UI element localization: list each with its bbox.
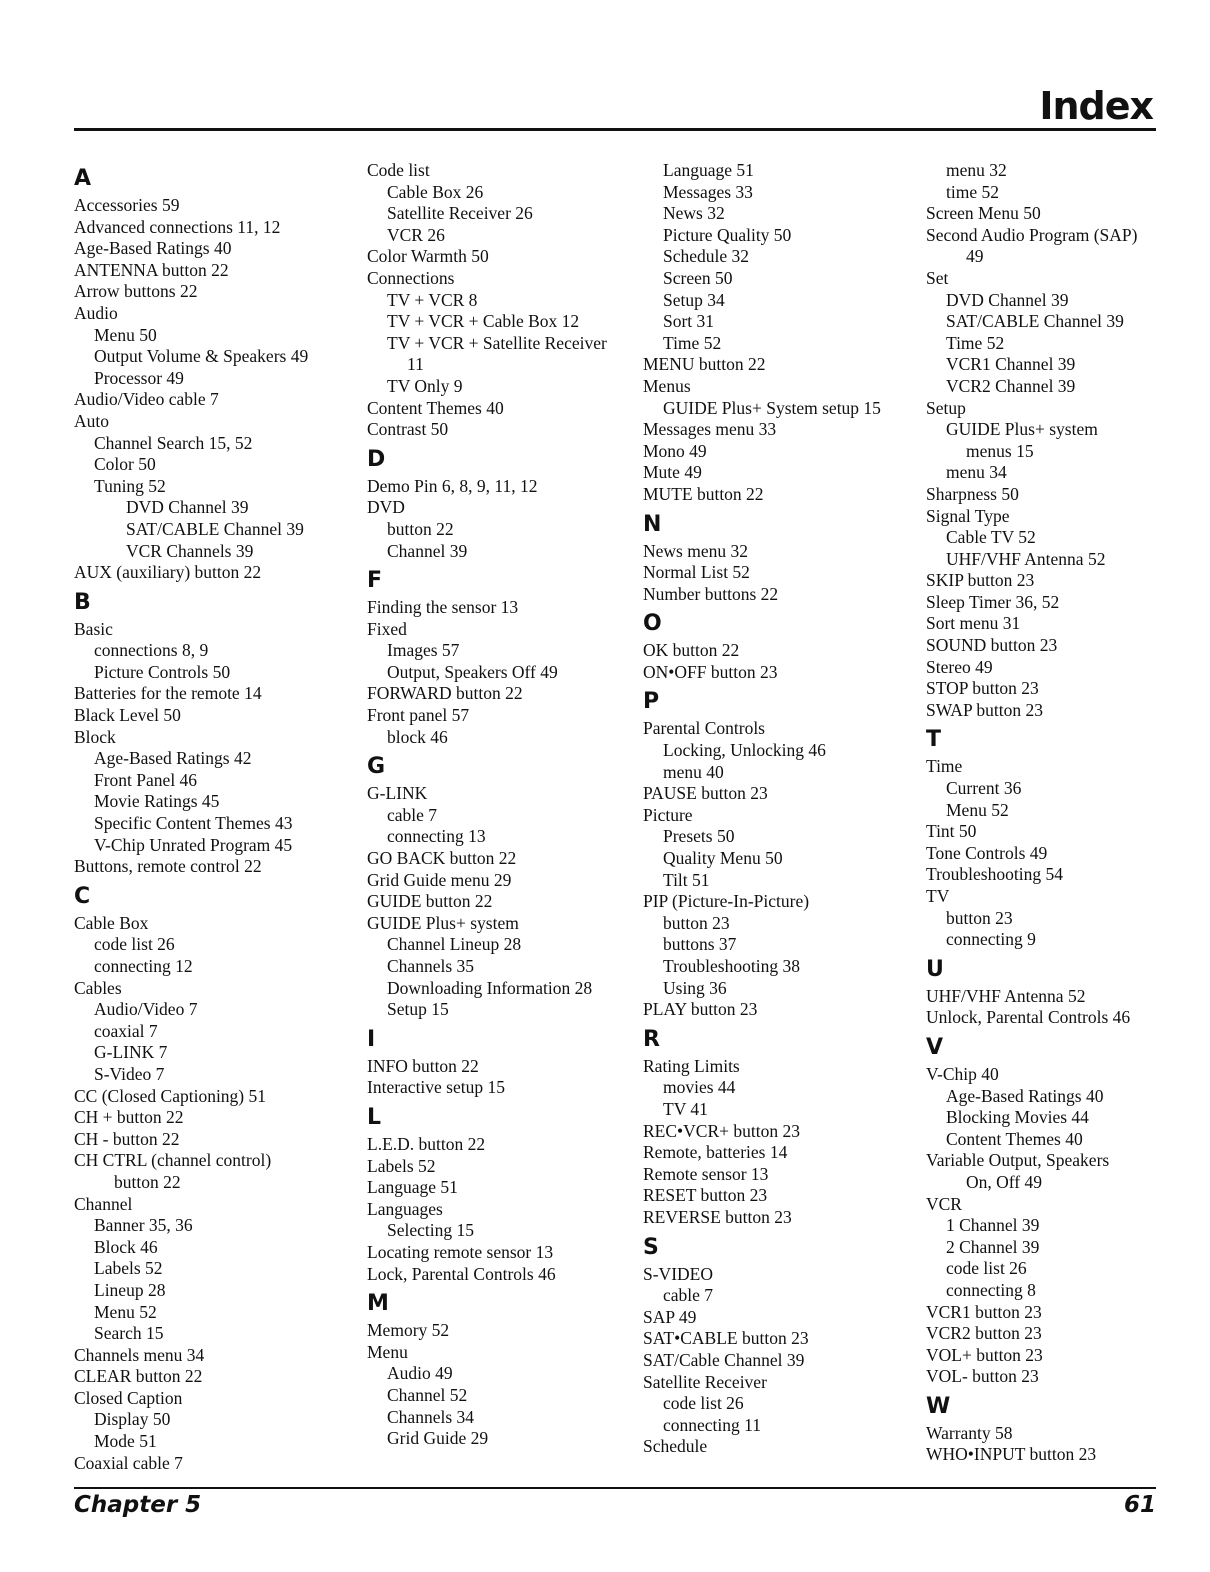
index-subentry: Channel 52 [387,1384,468,1405]
index-entry: ON•OFF button 23 [643,661,778,682]
index-column-2 [367,160,607,1450]
index-entry: Block [74,726,116,747]
footer-rule [74,1487,1156,1489]
index-subentry: cable 7 [663,1285,714,1306]
index-subentry: Troubleshooting 38 [663,956,800,976]
index-subentry: connecting 8 [946,1279,1036,1300]
index-entry: Sleep Timer 36, 52 [926,591,1060,612]
index-entry: MUTE button 22 [643,483,764,504]
index-subentry: Time 52 [946,332,1005,353]
index-entry: Closed Caption [74,1387,183,1408]
index-subentry: TV + VCR 8 [387,289,478,310]
index-entry: CH - button 22 [74,1128,180,1149]
index-subentry: Display 50 [94,1409,171,1430]
index-subentry: connecting 11 [663,1414,762,1435]
section-letter: R [643,1026,660,1052]
index-entry: CC (Closed Captioning) 51 [74,1085,267,1106]
index-entry: STOP button 23 [926,678,1039,699]
index-entry: Arrow buttons 22 [74,281,198,302]
index-entry: Sharpness 50 [926,483,1019,504]
index-subentry: Grid Guide 29 [387,1428,489,1449]
index-entry: Audio [74,302,118,323]
index-subentry: Search 15 [94,1323,164,1344]
index-entry: AUX (auxiliary) button 22 [74,562,262,583]
index-entry: GUIDE button 22 [367,891,493,912]
index-subentry: Satellite Receiver 26 [387,203,533,224]
index-entry: ANTENNA button 22 [74,259,229,280]
index-subentry: TV Only 9 [387,375,463,396]
index-entry: Languages [367,1198,443,1219]
index-entry: REC•VCR+ button 23 [643,1120,800,1141]
index-entry: Sort menu 31 [926,613,1021,634]
section-letter: P [643,689,660,715]
index-subentry: Locking, Unlocking 46 [663,740,826,761]
section-letter: B [74,589,91,615]
section-letter: U [926,956,944,982]
index-entry: Cable Box [74,912,149,933]
section-letter: S [643,1234,659,1260]
index-subentry: buttons 37 [663,934,737,955]
index-subentry: Front Panel 46 [94,769,198,790]
index-entry: Screen Menu 50 [926,203,1041,224]
index-subentry: Movie Ratings 45 [94,791,220,812]
index-entry: Grid Guide menu 29 [367,869,512,890]
index-entry: PIP (Picture-In-Picture) [643,891,810,912]
index-entry: L.E.D. button 22 [367,1133,486,1154]
index-entry: Color Warmth 50 [367,246,489,267]
index-entry: Rating Limits [643,1055,740,1076]
index-subentry: Tilt 51 [663,869,710,890]
index-subentry: Output, Speakers Off 49 [387,661,558,682]
chapter-label: Chapter 5 [74,1492,202,1518]
index-entry: INFO button 22 [367,1055,479,1076]
index-subentry: button 23 [663,912,730,933]
index-entry: UHF/VHF Antenna 52 [926,985,1086,1006]
index-entry: Tone Controls 49 [926,842,1048,863]
index-entry: FORWARD button 22 [367,683,523,704]
index-subentry: Picture Controls 50 [94,661,231,682]
index-entry: Stereo 49 [926,656,993,677]
index-entry: V-Chip 40 [926,1063,999,1084]
index-subentry: Output Volume & Speakers 49 [94,346,309,367]
index-entry: Buttons, remote control 22 [74,856,262,877]
index-entry: Second Audio Program (SAP) [926,224,1138,245]
index-subentry: Age-Based Ratings 42 [94,748,252,769]
index-entry: REVERSE button 23 [643,1206,792,1227]
index-subentry: Selecting 15 [387,1220,474,1241]
index-entry: Remote, batteries 14 [643,1142,788,1163]
index-subentry: TV + VCR + Satellite Receiver [387,332,607,353]
index-subentry: cable 7 [387,804,438,825]
index-subentry: connecting 9 [946,929,1036,950]
index-subentry: Menu 52 [946,799,1009,820]
index-entry: CH + button 22 [74,1107,184,1128]
index-entry: S-VIDEO [643,1263,713,1284]
index-subentry: menu 34 [946,462,1007,483]
section-letter: V [926,1034,944,1060]
index-subentry: Time 52 [663,332,722,353]
index-subentry: connecting 12 [94,956,193,976]
index-subentry: Banner 35, 36 [94,1215,193,1236]
index-entry: SAT•CABLE button 23 [643,1328,809,1349]
index-entry: Fixed [367,618,407,639]
index-entry: SAP 49 [643,1306,697,1327]
index-subentry: GUIDE Plus+ system [946,419,1098,440]
index-entry: Variable Output, Speakers [926,1150,1110,1171]
index-subentry: time 52 [946,181,999,202]
index-subentry: Language 51 [663,160,754,180]
index-entry: Channels menu 34 [74,1344,205,1365]
index-entry: CH CTRL (channel control) [74,1150,272,1171]
index-subentry: S-Video 7 [94,1063,165,1084]
index-subentry: Block 46 [94,1236,158,1257]
index-entry: TV [926,886,950,906]
index-subentry: Using 36 [663,977,727,998]
index-subentry: movies 44 [663,1077,736,1098]
index-subentry: connecting 13 [387,826,486,847]
index-subentry: UHF/VHF Antenna 52 [946,548,1106,569]
index-subentry: VCR1 Channel 39 [946,354,1076,375]
index-subentry: Processor 49 [94,367,184,388]
index-subentry: Tuning 52 [94,475,166,496]
index-entry: OK button 22 [643,640,740,661]
index-entry: PAUSE button 23 [643,783,768,804]
index-entry: SWAP button 23 [926,699,1044,720]
index-entry: Remote sensor 13 [643,1163,769,1184]
index-subentry: Menu 50 [94,324,157,345]
index-entry: Basic [74,618,113,639]
section-letter: M [367,1291,389,1317]
index-entry: WHO•INPUT button 23 [926,1444,1097,1465]
index-subentry: Color 50 [94,454,156,475]
index-subentry: Content Themes 40 [946,1128,1083,1149]
index-subentry: menu 32 [946,160,1007,180]
index-entry: Coaxial cable 7 [74,1452,183,1473]
index-entry: Warranty 58 [926,1422,1013,1443]
index-entry: Setup [926,397,966,418]
index-subentry: Presets 50 [663,826,735,847]
index-subentry: Sort 31 [663,311,715,332]
index-entry: Code list [367,160,430,180]
section-letter: W [926,1393,951,1419]
index-subentry: Channels 34 [387,1406,475,1427]
index-entry: Mute 49 [643,462,702,483]
index-entry: SOUND button 23 [926,635,1058,656]
index-subentry: Images 57 [387,640,460,661]
index-subentry: Channel Search 15, 52 [94,432,253,453]
index-entry: G-LINK [367,783,428,804]
index-subentry: Downloading Information 28 [387,977,593,998]
index-entry: PLAY button 23 [643,999,758,1020]
index-entry: Mono 49 [643,440,707,461]
index-subentry: News 32 [663,203,725,224]
index-subentry: SAT/CABLE Channel 39 [946,311,1124,332]
index-entry: News menu 32 [643,540,748,561]
page-title: Index [1039,84,1153,128]
index-subentry: menu 40 [663,761,724,782]
index-entry: Tint 50 [926,821,977,842]
index-entry: Channel [74,1193,133,1214]
index-subentry: menus 15 [966,440,1034,461]
index-subentry: VCR 26 [387,224,445,245]
index-entry: Connections [367,267,455,288]
index-subentry: Picture Quality 50 [663,224,792,245]
index-entry: Number buttons 22 [643,583,779,604]
index-subentry: Audio/Video 7 [94,999,198,1020]
index-subentry: Quality Menu 50 [663,848,783,869]
index-entry: Labels 52 [367,1155,436,1176]
index-subentry: code list 26 [663,1393,744,1414]
index-entry: VCR2 button 23 [926,1323,1042,1344]
index-entry: Locating remote sensor 13 [367,1241,554,1262]
index-entry: Normal List 52 [643,562,750,583]
index-entry: Time [926,756,963,777]
section-letter: C [74,883,91,909]
index-subentry: Cable TV 52 [946,527,1036,548]
section-letter: T [926,727,942,753]
index-entry: Black Level 50 [74,705,181,726]
index-entry: GUIDE Plus+ system [367,912,519,933]
index-subentry: Channel Lineup 28 [387,934,522,955]
index-entry: Finding the sensor 13 [367,597,519,618]
index-entry: SAT/Cable Channel 39 [643,1349,805,1370]
index-subentry: code list 26 [94,934,175,955]
index-entry: GO BACK button 22 [367,848,517,869]
index-entry: DVD [367,497,405,518]
index-entry: Language 51 [367,1177,458,1198]
index-entry: Menus [643,375,691,396]
index-subentry: DVD Channel 39 [126,497,249,518]
index-entry: Signal Type [926,505,1010,526]
index-subentry: Screen 50 [663,267,733,288]
index-column-4 [926,160,1137,1466]
index-subentry: button 23 [946,907,1013,928]
index-subentry: V-Chip Unrated Program 45 [94,834,293,855]
index-entry: Menu [367,1341,408,1362]
index-entry: VOL- button 23 [926,1366,1039,1387]
index-entry: Batteries for the remote 14 [74,683,262,704]
index-entry: Interactive setup 15 [367,1077,506,1098]
index-subentry: Setup 34 [663,289,725,310]
header-rule [74,128,1156,131]
index-entry: Contrast 50 [367,419,449,440]
index-entry: MENU button 22 [643,354,766,375]
index-entry: Schedule [643,1436,708,1457]
index-subentry: Menu 52 [94,1301,157,1322]
index-subentry: Labels 52 [94,1258,163,1279]
index-subentry: Cable Box 26 [387,181,484,202]
section-letter: N [643,511,662,537]
section-letter: G [367,754,386,780]
index-entry: Front panel 57 [367,705,470,726]
section-letter: F [367,568,383,594]
index-subentry: Mode 51 [94,1431,157,1452]
index-subentry: SAT/CABLE Channel 39 [126,518,304,539]
index-subentry: connections 8, 9 [94,640,209,661]
index-entry: Picture [643,804,693,825]
index-subentry: Blocking Movies 44 [946,1107,1089,1128]
index-entry: Satellite Receiver [643,1371,767,1392]
index-entry: Troubleshooting 54 [926,864,1063,885]
index-subentry: Lineup 28 [94,1279,166,1300]
index-subentry: 49 [966,246,984,267]
index-subentry: TV + VCR + Cable Box 12 [387,311,580,332]
index-subentry: VCR Channels 39 [126,540,254,561]
index-entry: CLEAR button 22 [74,1366,203,1387]
index-subentry: button 22 [114,1171,181,1192]
index-entry: Demo Pin 6, 8, 9, 11, 12 [367,475,538,496]
index-column-1 [74,160,308,1474]
section-letter: I [367,1026,376,1052]
index-entry: Lock, Parental Controls 46 [367,1263,556,1284]
index-subentry: DVD Channel 39 [946,289,1069,310]
index-entry: Unlock, Parental Controls 46 [926,1007,1131,1028]
index-subentry: Age-Based Ratings 40 [946,1085,1104,1106]
index-subentry: Channel 39 [387,540,468,561]
index-subentry: 1 Channel 39 [946,1215,1040,1236]
index-subentry: Setup 15 [387,999,449,1020]
page-number: 61 [1123,1492,1156,1518]
section-letter: A [74,166,92,191]
index-subentry: Current 36 [946,778,1022,799]
index-subentry: Audio 49 [387,1363,453,1384]
index-entry: SKIP button 23 [926,570,1035,591]
index-subentry: TV 41 [663,1098,708,1119]
index-entry: VCR1 button 23 [926,1301,1042,1322]
index-entry: Accessories 59 [74,195,180,215]
section-letter: O [643,611,662,637]
index-entry: Content Themes 40 [367,397,504,418]
index-subentry: Specific Content Themes 43 [94,813,293,834]
index-entry: Auto [74,410,109,431]
index-entry: Advanced connections 11, 12 [74,216,281,237]
index-subentry: 11 [407,354,424,375]
index-entry: VCR [926,1193,962,1214]
index-entry: Messages menu 33 [643,419,777,440]
index-subentry: On, Off 49 [966,1171,1042,1192]
section-letter: L [367,1104,382,1130]
index-subentry: button 22 [387,518,454,539]
section-letter: D [367,446,386,472]
index-entry: Cables [74,977,122,998]
index-subentry: GUIDE Plus+ System setup 15 [663,397,881,418]
index-subentry: code list 26 [946,1258,1027,1279]
index-subentry: coaxial 7 [94,1020,158,1041]
index-subentry: VCR2 Channel 39 [946,375,1076,396]
index-entry: RESET button 23 [643,1185,768,1206]
index-entry: Set [926,267,949,288]
index-subentry: Channels 35 [387,956,475,976]
index-subentry: G-LINK 7 [94,1042,168,1063]
index-entry: Memory 52 [367,1320,450,1341]
index-entry: Parental Controls [643,718,765,739]
index-subentry: block 46 [387,726,448,747]
index-subentry: Messages 33 [663,181,753,202]
index-subentry: 2 Channel 39 [946,1236,1040,1257]
index-subentry: Schedule 32 [663,246,750,267]
index-entry: VOL+ button 23 [926,1344,1043,1365]
index-entry: Audio/Video cable 7 [74,389,219,410]
index-column-3 [643,160,881,1458]
index-entry: Age-Based Ratings 40 [74,238,232,259]
